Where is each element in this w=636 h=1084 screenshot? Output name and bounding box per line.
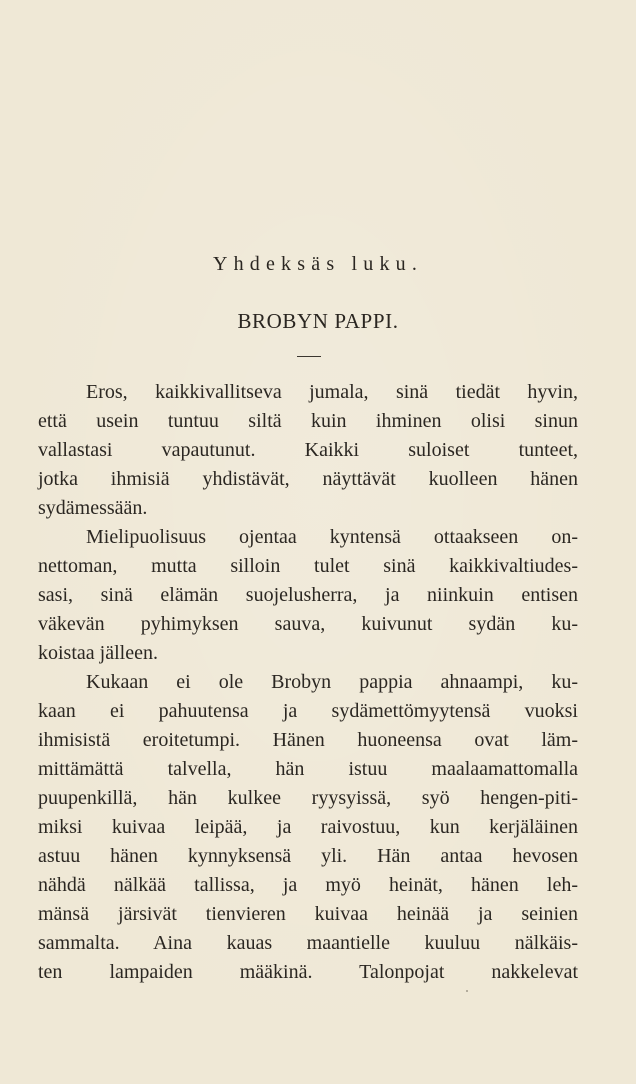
text-line: ten lampaiden määkinä. Talonpojat nakkelevat — [38, 961, 578, 983]
text-line: vallastasi vapautunut. Kaikki suloiset tunteet, — [38, 439, 578, 461]
text-line: mänsä järsivät tienvieren kuivaa heinää ja seinien — [38, 903, 578, 925]
chapter-title: BROBYN PAPPI. — [237, 309, 399, 333]
text-line: Mielipuolisuus ojentaa kyntensä ottaakseen on- — [86, 526, 578, 548]
text-line: väkevän pyhimyksen sauva, kuivunut sydän ku- — [38, 613, 578, 635]
text-line: puupenkillä, hän kulkee ryysyissä, syö hengen-piti- — [38, 787, 578, 809]
text-line: sasi, sinä elämän suojelusherra, ja niinkuin entisen — [38, 584, 578, 606]
text-line: nettoman, mutta silloin tulet sinä kaikkivaltiudes- — [38, 555, 578, 577]
body-text — [38, 378, 578, 987]
text-line: sydämessään. — [38, 497, 148, 519]
text-line: että usein tuntuu siltä kuin ihminen olisi sinun — [38, 410, 578, 432]
page-speck — [466, 990, 468, 992]
text-line: nähdä nälkää tallissa, ja myö heinät, hänen leh- — [38, 874, 578, 896]
text-line: mittämättä talvella, hän istuu maalaamattomalla — [38, 758, 578, 780]
title-divider — [297, 356, 321, 357]
text-line: ihmisistä eroitetumpi. Hänen huoneensa ovat läm- — [38, 729, 578, 751]
text-line: Eros, kaikkivallitseva jumala, sinä tiedät hyvin, — [86, 381, 578, 403]
text-line: koistaa jälleen. — [38, 642, 158, 664]
text-line: Kukaan ei ole Brobyn pappia ahnaampi, ku- — [86, 671, 578, 693]
text-line: astuu hänen kynnyksensä yli. Hän antaa hevosen — [38, 845, 578, 867]
text-line: jotka ihmisiä yhdistävät, näyttävät kuolleen hänen — [38, 468, 578, 490]
text-line: miksi kuivaa leipää, ja raivostuu, kun kerjäläinen — [38, 816, 578, 838]
chapter-heading: Yhdeksäs luku. — [212, 253, 424, 275]
text-line: kaan ei pahuutensa ja sydämettömyytensä vuoksi — [38, 700, 578, 722]
text-line: sammalta. Aina kauas maantielle kuuluu nälkäis- — [38, 932, 578, 954]
